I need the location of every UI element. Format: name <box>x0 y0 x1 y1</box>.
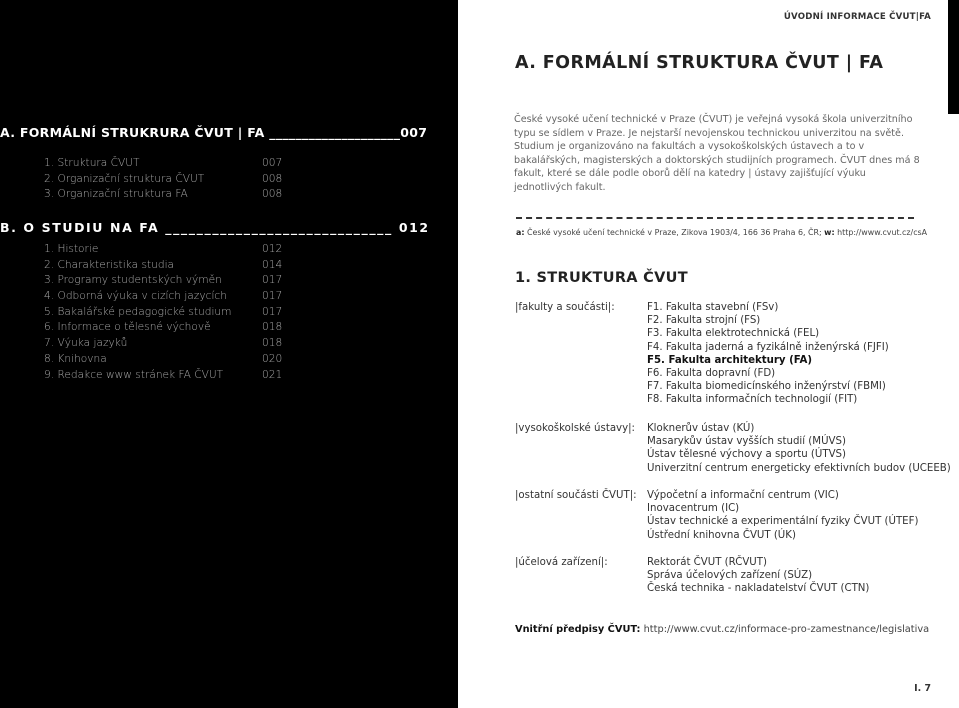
list-item: Výpočetní a informační centrum (VIC) <box>647 490 839 501</box>
toc-item-label: 4. Odborná výuka v cizích jazycích <box>44 290 227 303</box>
category-label-other-parts: |ostatní součásti ČVUT|: <box>515 490 637 501</box>
page-title: A. FORMÁLNÍ STRUKTURA ČVUT | FA <box>515 53 884 73</box>
toc-item-label: 8. Knihovna <box>44 352 107 365</box>
web-label: w: <box>824 228 835 237</box>
list-item: F3. Fakulta elektrotechnická (FEL) <box>647 328 820 340</box>
toc-item[interactable] <box>44 172 284 188</box>
list-item: F6. Fakulta dopravní (FD) <box>647 367 776 379</box>
toc-item-page: 017 <box>262 290 283 303</box>
toc-item-page: 007 <box>262 157 283 169</box>
toc-item[interactable] <box>44 273 284 289</box>
toc-section-a-heading[interactable]: A. FORMÁLNÍ STRUKRURA ČVUT | FA ____________________007 <box>0 125 428 140</box>
running-head: ÚVODNÍ INFORMACE ČVUT|FA <box>783 12 931 22</box>
edge-tab-bar <box>948 0 959 114</box>
toc-section-b-heading[interactable]: B. O STUDIU NA FA _____________________________ 012 <box>0 220 430 235</box>
web-link[interactable]: http://www.cvut.cz/csA <box>834 228 928 237</box>
right-page-content <box>458 0 959 708</box>
toc-item-page: 017 <box>262 305 283 318</box>
list-item: Univerzitní centrum energeticky efektivních budov (UCEEB) <box>647 462 951 474</box>
toc-item[interactable] <box>44 368 284 384</box>
category-list-institutes <box>647 422 951 475</box>
list-item: F1. Fakulta stavební (FSv) <box>647 302 779 313</box>
toc-item-page: 008 <box>262 188 283 201</box>
toc-item[interactable] <box>44 352 284 368</box>
toc-item-label: 6. Informace o tělesné výchově <box>44 321 211 334</box>
category-list-facilities <box>647 556 869 596</box>
regulations-label: Vnitřní předpisy ČVUT: <box>515 624 641 635</box>
toc-item-label: 2. Charakteristika studia <box>44 258 175 271</box>
list-item: Správa účelových zařízení (SÚZ) <box>647 570 813 582</box>
list-item-highlighted: F5. Fakulta architektury (FA) <box>647 354 813 366</box>
toc-item-label: 5. Bakalářské pedagogické studium <box>44 305 232 318</box>
toc-item-page: 008 <box>262 172 283 185</box>
list-item: Rektorát ČVUT (RČVUT) <box>647 557 767 568</box>
list-item: Kloknerův ústav (KÚ) <box>647 423 755 434</box>
category-label-institutes: |vysokoškolské ústavy|: <box>515 423 635 434</box>
regulations-line <box>515 624 929 635</box>
left-page-toc <box>0 0 458 708</box>
list-item: F7. Fakulta biomedicínského inženýrství (FBMI) <box>647 381 886 393</box>
list-item: Ústav technické a experimentální fyziky ČVUT (ÚTEF) <box>647 516 919 528</box>
structure-heading: 1. STRUKTURA ČVUT <box>515 270 688 286</box>
regulations-link[interactable]: http://www.cvut.cz/informace-pro-zamestnance/legislativa <box>640 624 930 635</box>
dashed-divider <box>516 217 914 219</box>
toc-item-page: 014 <box>262 258 283 271</box>
toc-section-a-list <box>44 156 284 203</box>
toc-item[interactable] <box>44 187 284 203</box>
toc-item-label: 1. Historie <box>44 243 99 255</box>
toc-item-label: 1. Struktura ČVUT <box>44 157 140 169</box>
toc-item-page: 020 <box>262 352 283 365</box>
toc-item-page: 021 <box>262 368 283 381</box>
list-item: F8. Fakulta informačních technologií (FIT) <box>647 394 858 406</box>
toc-item-label: 3. Organizační struktura FA <box>44 188 188 201</box>
list-item: Česká technika - nakladatelství ČVUT (CTN) <box>647 583 870 595</box>
address-text: České vysoké učení technické v Praze, Zikova 1903/4, 166 36 Praha 6, ČR; <box>524 228 825 237</box>
category-label-facilities: |účelová zařízení|: <box>515 557 608 568</box>
category-label-faculties: |fakulty a součásti|: <box>515 302 615 313</box>
toc-item[interactable] <box>44 242 284 258</box>
category-list-faculties <box>647 301 889 407</box>
toc-item-page: 018 <box>262 337 283 350</box>
toc-item-page: 017 <box>262 274 283 287</box>
category-list-other-parts <box>647 489 918 542</box>
toc-item[interactable] <box>44 258 284 274</box>
toc-item-page: 012 <box>262 243 283 255</box>
list-item: Inovacentrum (IC) <box>647 503 740 515</box>
list-item: F2. Fakulta strojní (FS) <box>647 315 761 327</box>
list-item: Ústav tělesné výchovy a sportu (ÚTVS) <box>647 449 846 461</box>
toc-item[interactable] <box>44 305 284 321</box>
toc-item-label: 9. Redakce www stránek FA ČVUT <box>44 368 224 381</box>
toc-item[interactable] <box>44 289 284 305</box>
list-item: F4. Fakulta jaderná a fyzikálně inženýrská (FJFI) <box>647 341 889 353</box>
list-item: Masarykův ústav vyšších studií (MÚVS) <box>647 436 846 448</box>
toc-item[interactable] <box>44 336 284 352</box>
address-label: a: <box>516 228 525 237</box>
toc-item[interactable] <box>44 156 284 172</box>
toc-item-label: 3. Programy studentských výměn <box>44 274 222 287</box>
toc-item-page: 018 <box>262 321 283 334</box>
toc-item-label: 2. Organizační struktura ČVUT <box>44 172 205 185</box>
address-line <box>516 228 927 237</box>
toc-item[interactable] <box>44 320 284 336</box>
toc-section-b-list <box>44 242 284 383</box>
page-number: I. 7 <box>914 683 931 694</box>
list-item: Ústřední knihovna ČVUT (ÚK) <box>647 529 796 541</box>
toc-item-label: 7. Výuka jazyků <box>44 337 128 350</box>
intro-paragraph: České vysoké učení technické v Praze (ČVUT) je veřejná vysoká škola univerzitního typu se sídlem v Praze. Je nejstarší nevojenskou technickou univerzitou na světě. Studium je organizováno na fakultách a vysokoškolských ústavech a to v bakalářských, magisterských a doktorských studijních programech. ČVUT dnes má 8 fakult, které se dále podle oborů dělí na katedry | ústavy zajišťující výuku jednotlivých fakult. <box>514 114 920 193</box>
